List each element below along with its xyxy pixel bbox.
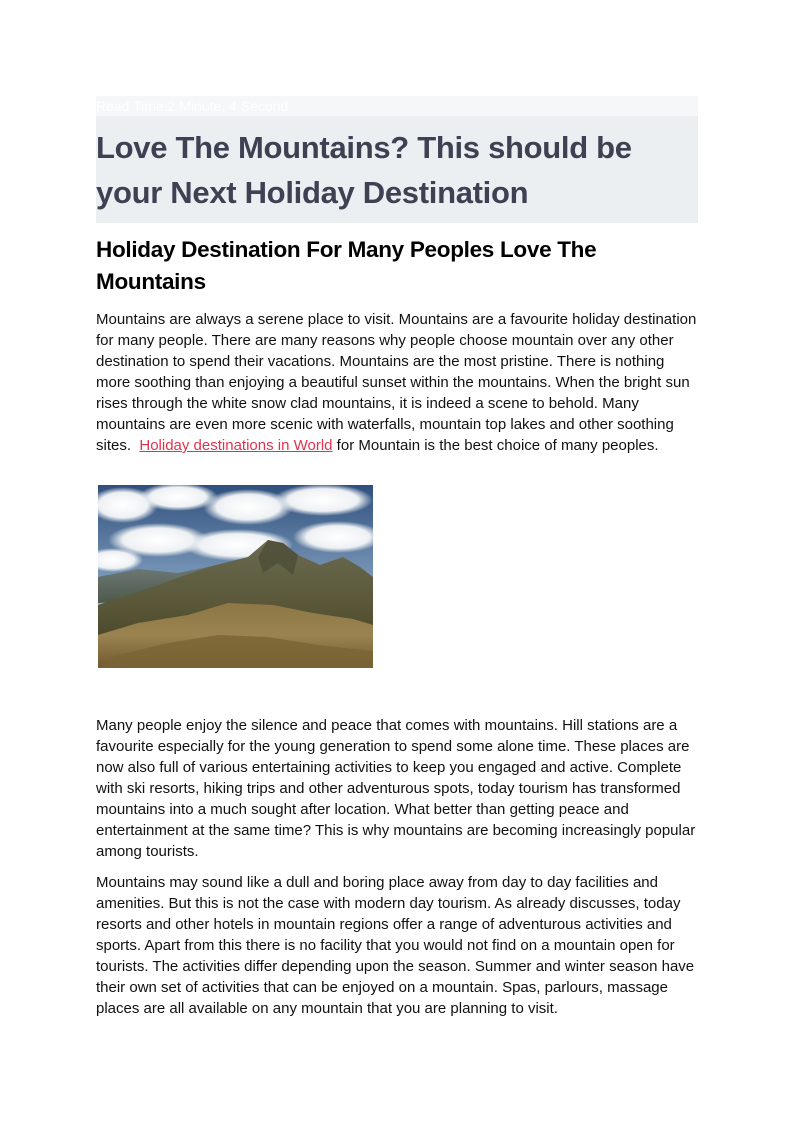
paragraph-amenities: Mountains may sound like a dull and boring place away from day to day facilities and amenities. But this is not the case with modern day tourism. As already discusses, today resorts and other hotels in mountain regions offer a range of adventurous activities and sports. Apart from this there is no facility that you would not find on a mountain open for tourists. The activities differ depending upon the season. Summer and winter season have their own set of activities that can be enjoyed on a mountain. Spas, parlours, massage places are all available on any mountain that you are planning to visit. bbox=[96, 874, 695, 1017]
article-subheading: Holiday Destination For Many Peoples Love The Mountains bbox=[96, 237, 597, 294]
paragraph-intro bbox=[96, 309, 701, 456]
paragraph-intro-tail: for Mountain is the best choice of many peoples. bbox=[332, 437, 659, 454]
holiday-destinations-link[interactable]: Holiday destinations in World bbox=[139, 437, 333, 454]
article bbox=[96, 96, 701, 1017]
read-time-label: Read Time:2 Minute, 4 Second bbox=[96, 96, 698, 116]
article-title: Love The Mountains? This should be your Next Holiday Destination bbox=[96, 130, 632, 210]
paragraph-intro-text: Mountains are always a serene place to visit. Mountains are a favourite holiday destination for many people. There are many reasons why people choose mountain over any other destination to spend their vacations. Mountains are the most pristine. There is nothing more soothing than enjoying a beautiful sunset within the mountains. When the bright sun rises through the white snow clad mountains, it is indeed a scene to behold. Many mountains are even more scenic with waterfalls, mountain top lakes and other soothing sites. bbox=[96, 311, 701, 454]
paragraph-silence: Many people enjoy the silence and peace that comes with mountains. Hill stations are a favourite especially for the young generation to spend some alone time. These places are now also full of various entertaining activities to keep you engaged and active. Complete with ski resorts, hiking trips and other adventurous spots, today tourism has transformed mountains into a much sought after location. What better than getting peace and entertainment at the same time? This is why mountains are becoming increasingly popular among tourists. bbox=[96, 717, 696, 860]
body-paragraphs bbox=[96, 715, 698, 1019]
title-banner bbox=[96, 116, 698, 223]
mountain-photo bbox=[98, 485, 373, 668]
